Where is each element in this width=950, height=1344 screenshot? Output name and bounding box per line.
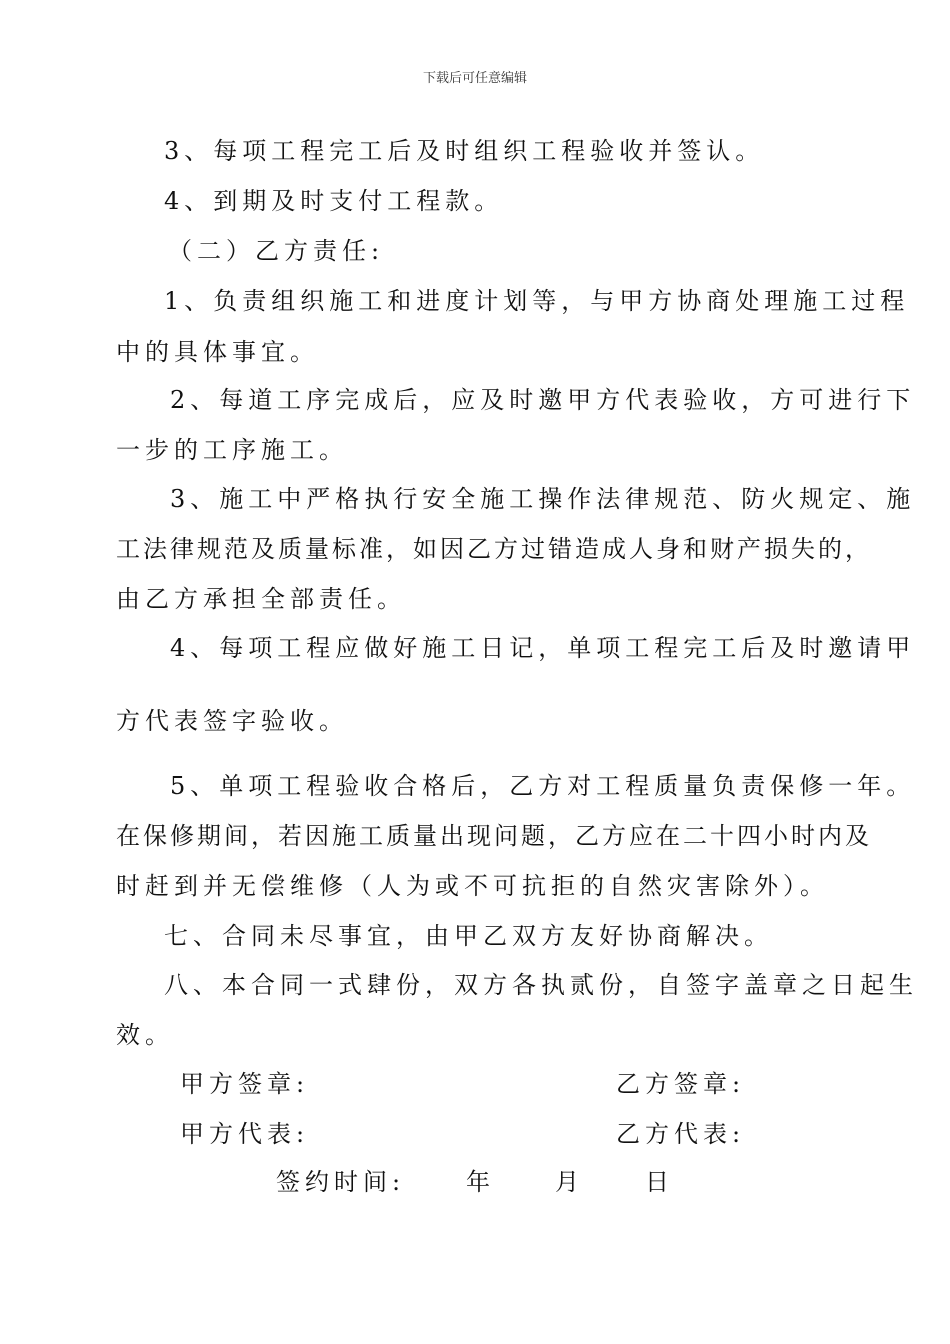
paragraph-line: 中的具体事宜。	[116, 338, 319, 366]
paragraph-line: 在保修期间，若因施工质量出现问题，乙方应在二十四小时内及	[116, 822, 872, 850]
paragraph-line: 工法律规范及质量标准，如因乙方过错造成人身和财产损失的，	[116, 535, 872, 563]
party-a-rep-label: 甲方代表:	[180, 1120, 310, 1148]
paragraph-line: 5、单项工程验收合格后，乙方对工程质量负责保修一年。	[170, 772, 916, 800]
paragraph-line: 由乙方承担全部责任。	[116, 585, 406, 613]
party-b-rep-label: 乙方代表:	[616, 1120, 746, 1148]
paragraph-line: 3、每项工程完工后及时组织工程验收并签认。	[164, 137, 765, 165]
signing-date-label: 签约时间:	[276, 1168, 406, 1196]
paragraph-line: 3、施工中严格执行安全施工操作法律规范、防火规定、施	[170, 485, 916, 513]
party-a-seal-label: 甲方签章:	[180, 1070, 310, 1098]
paragraph-line: 一步的工序施工。	[116, 436, 348, 464]
paragraph-line: 八、本合同一式肆份，双方各执贰份，自签字盖章之日起生	[164, 971, 918, 999]
paragraph-line: 4、每项工程应做好施工日记，单项工程完工后及时邀请甲	[170, 634, 916, 662]
paragraph-line: 七、合同未尽事宜，由甲乙双方友好协商解决。	[164, 922, 773, 950]
date-day: 日	[645, 1168, 674, 1196]
paragraph-line: 方代表签字验收。	[116, 707, 348, 735]
party-b-seal-label: 乙方签章:	[616, 1070, 746, 1098]
paragraph-line: 效。	[116, 1021, 174, 1049]
paragraph-line: 1、负责组织施工和进度计划等，与甲方协商处理施工过程	[164, 287, 910, 315]
paragraph-line: 4、到期及时支付工程款。	[164, 187, 504, 215]
date-month: 月	[555, 1168, 584, 1196]
date-year: 年	[466, 1168, 495, 1196]
paragraph-line: 时赶到并无偿维修（人为或不可抗拒的自然灾害除外）。	[116, 872, 829, 900]
page-header: 下载后可任意编辑	[422, 71, 527, 86]
paragraph-line: 2、每道工序完成后，应及时邀甲方代表验收，方可进行下	[170, 386, 916, 414]
section-heading: （二）乙方责任:	[168, 237, 385, 265]
